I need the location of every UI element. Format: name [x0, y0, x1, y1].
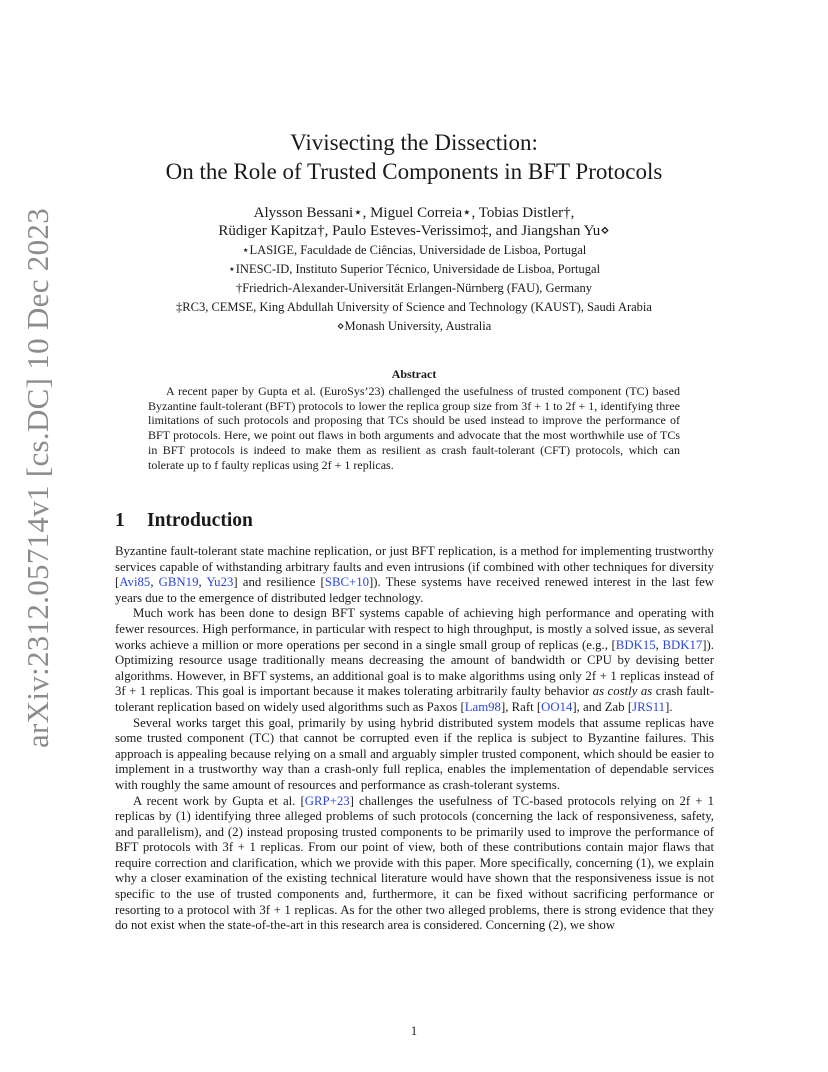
affiliation-kaust: ‡RC3, CEMSE, King Abdullah University of Science and Technology (KAUST), Saudi Arabia — [176, 300, 652, 314]
paper-title-line-2: On the Role of Trusted Components in BFT Protocols — [165, 159, 663, 184]
intro-paragraph-2 — [115, 606, 714, 715]
page-number: 1 — [410, 1024, 418, 1038]
intro-paragraph-1 — [115, 544, 714, 606]
affiliation-monash: ⋄Monash University, Australia — [336, 319, 492, 333]
affiliation-fau: †Friedrich-Alexander-Universität Erlangen-Nürnberg (FAU), Germany — [235, 281, 593, 295]
text-run: ]. — [665, 699, 673, 714]
affiliation-lasige: ⋆LASIGE, Faculdade de Ciências, Universidade de Lisboa, Portugal — [241, 243, 587, 257]
arxiv-identifier-stamp: arXiv:2312.05714v1 [cs.DC] 10 Dec 2023 — [20, 207, 55, 749]
text-run: , — [198, 575, 207, 590]
intro-paragraph-4 — [115, 794, 714, 934]
text-run: ] and resilience [ — [233, 575, 325, 590]
abstract-heading: Abstract — [391, 367, 437, 381]
text-run: ] challenges the usefulness of TC-based protocols relying on 2f + 1 replicas by (1) identifying three alleged problems of such protocols (concerning the lack of responsiveness, safety, and parallelism), and (2) instead proposing trusted components to be primarily used to improve the performance of BFT protocols with 3f + 1 replicas. From our point of view, both of these contributions contain major flaws that require correction and clarification, which we provide with this paper. More specifically, concerning (1), we explain why a closer examination of the existing technical literature would have shown that the responsiveness issue is not specific to the use of trusted components and, furthermore, it can be fixed without sacrificing performance or resorting to a protocol with 3f + 1 replicas. As for the other two alleged problems, there is strong evidence that they do not exist when the state-of-the-art in this research area is considered. Concerning (2), we show — [115, 793, 714, 933]
paper-title-line-1: Vivisecting the Dissection: — [290, 130, 538, 155]
text-run: ]). Optimizing resource usage traditionally means decreasing the amount of bandwidth or CPU by devising better algorithms. However, in BFT systems, an additional goal is to make algorithms using only 2f + 1 replicas instead of 3f + 1 replicas. This goal is important because it makes tolerating arbitrarily faulty behavior — [115, 637, 714, 699]
text-run: ]). These systems have received renewed interest in the last few years due to the emergence of distributed ledger technology. — [115, 575, 714, 605]
section-title: Introduction — [147, 510, 253, 531]
abstract-text: A recent paper by Gupta et al. (EuroSys’23) challenged the usefulness of trusted component (TC) based Byzantine fault-tolerant (BFT) protocols to lower the replica group size from 3f + 1 to 2f + 1, identifying three limitations of such protocols and proposing that TCs should be used instead to improve the performance of BFT protocols. Here, we point out flaws in both arguments and advocate that the most worthwhile use of TCs in BFT protocols is indeed to make them as resilient as crash fault-tolerant (CFT) protocols, which can tolerate up to f faulty replicas using 2f + 1 replicas. — [148, 384, 680, 472]
citation-link[interactable]: Lam98 — [464, 699, 501, 714]
text-run: , — [655, 637, 663, 652]
citation-link[interactable]: BDK15 — [615, 637, 656, 652]
text-run: A recent work by Gupta et al. [ — [133, 793, 305, 808]
citation-link[interactable]: OO14 — [541, 699, 573, 714]
citation-link[interactable]: BDK17 — [662, 637, 703, 652]
intro-paragraph-3 — [115, 716, 714, 794]
citation-link[interactable]: SBC+10 — [324, 575, 370, 590]
section-number: 1 — [115, 510, 125, 531]
author-list-line-1: Alysson Bessani⋆, Miguel Correia⋆, Tobias Distler†, — [253, 205, 575, 221]
citation-link[interactable]: GBN19 — [158, 575, 199, 590]
affiliation-inesc-id: ⋆INESC-ID, Instituto Superior Técnico, Universidade de Lisboa, Portugal — [227, 262, 601, 276]
text-run: crash fault-tolerant replication based on widely used algorithms such as Paxos [ — [115, 684, 714, 714]
text-run: Several works target this goal, primarily by using hybrid distributed system models that assume replicas have some trusted component (TC) that cannot be corrupted even if the replica is subject to Byzantine failures. This approach is appealing because relying on a small and arguably simpler trusted component, which should be easier to implement in a trustworthy way than a crash-only full replica, enables the implementation of dependable services with roughly the same amount of resources and performance as crash-tolerant systems. — [115, 715, 714, 792]
citation-link[interactable]: Yu23 — [206, 575, 234, 590]
text-run: Byzantine fault-tolerant state machine replication, or just BFT replication, is a method for implementing trustworthy services capable of withstanding arbitrary faults and even intrusions (if combined with other techniques for diversity [ — [115, 544, 714, 590]
text-run: ], Raft [ — [500, 699, 542, 714]
author-list-line-2: Rüdiger Kapitza†, Paulo Esteves-Verissimo‡, and Jiangshan Yu⋄ — [218, 223, 610, 239]
text-run: ], and Zab [ — [572, 699, 633, 714]
introduction-body — [115, 544, 714, 934]
citation-link[interactable]: Avi85 — [119, 575, 151, 590]
text-run: Much work has been done to design BFT systems capable of achieving high performance and operating with fewer resources. High performance, in particular with respect to high throughput, is mostly a solved issue, as several works achieve a million or more operations per second in a single small group of replicas (e.g., [ — [115, 606, 714, 652]
section-heading-introduction — [115, 510, 253, 532]
emphasis-text: as costly as — [592, 684, 653, 699]
citation-link[interactable]: JRS11 — [632, 699, 666, 714]
text-run: , — [150, 575, 159, 590]
citation-link[interactable]: GRP+23 — [304, 793, 350, 808]
